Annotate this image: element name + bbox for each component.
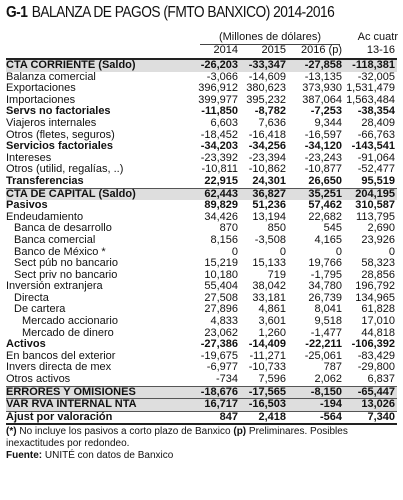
row-value: -13,135 <box>304 71 342 83</box>
row-label: Banca de desarrollo <box>14 223 112 235</box>
row-value: 95,519 <box>361 175 395 187</box>
footnote-text-1: No incluye los pasivos a corto plazo de Banxico <box>16 426 234 438</box>
row-value: 15,133 <box>252 258 286 270</box>
table-header-top <box>6 31 397 44</box>
row-value: 8,041 <box>314 304 342 316</box>
table-row <box>6 281 397 293</box>
row-value: 16,717 <box>196 399 240 412</box>
row-value: -34,203 <box>200 141 238 153</box>
table-header-years <box>6 44 397 57</box>
table-row <box>6 411 397 423</box>
row-value: 4,861 <box>258 304 286 316</box>
row-value: 4,833 <box>210 316 238 328</box>
row-value: -18,452 <box>200 129 238 141</box>
table-row <box>6 153 397 165</box>
row-value: 373,930 <box>302 83 342 95</box>
row-value: 4,165 <box>314 234 342 246</box>
row-value: 310,587 <box>355 200 395 212</box>
table-row <box>6 200 397 212</box>
row-value: 51,236 <box>252 200 286 212</box>
table-row <box>6 374 397 386</box>
footnote-text-2: Preliminares. Posibles inexactitudes por redondeo. <box>6 426 348 450</box>
table-row <box>6 316 397 328</box>
table-row <box>6 351 397 363</box>
row-label: Otros (utilid, regalías, ..) <box>6 164 124 176</box>
row-value: 15,219 <box>204 258 238 270</box>
row-value: 850 <box>267 223 286 235</box>
row-label: Activos <box>6 339 46 351</box>
row-value: -8,150 <box>288 386 344 399</box>
row-label: Banco de México * <box>14 246 106 258</box>
row-value: 55,404 <box>204 281 238 293</box>
row-label: Servicios factoriales <box>6 141 114 153</box>
row-value: 387,064 <box>302 94 342 106</box>
row-label: En bancos del exterior <box>6 350 116 362</box>
row-value: -1,795 <box>310 269 342 281</box>
row-value: -734 <box>215 374 238 386</box>
row-value: -143,541 <box>351 141 395 153</box>
table-row <box>6 176 397 188</box>
row-label: Intereses <box>6 152 52 164</box>
row-value: 34,426 <box>204 211 238 223</box>
row-value: 17,010 <box>361 316 395 328</box>
row-value: -14,609 <box>248 71 286 83</box>
row-value: 395,232 <box>246 94 286 106</box>
row-value: 27,896 <box>204 304 238 316</box>
row-value: 28,856 <box>361 269 395 281</box>
source-text: UNITÉ con datos de Banxico <box>42 450 174 462</box>
row-value: 22,682 <box>308 211 342 223</box>
row-value: -10,811 <box>201 164 238 176</box>
row-value: -1,477 <box>310 327 342 339</box>
row-value: -66,763 <box>357 129 395 141</box>
row-value: -11,271 <box>249 350 286 362</box>
row-value: 3,601 <box>258 316 286 328</box>
row-value: -6,977 <box>206 362 238 374</box>
row-value: -33,347 <box>240 60 288 72</box>
row-value: 24,301 <box>252 175 286 187</box>
row-value: 134,965 <box>355 292 395 304</box>
row-label: Otros activos <box>6 374 71 386</box>
row-value: -16,503 <box>240 399 288 412</box>
row-value: -3,508 <box>254 234 286 246</box>
row-value: 545 <box>323 223 342 235</box>
row-value: 33,181 <box>252 292 286 304</box>
row-value: 26,650 <box>308 175 342 187</box>
row-value: -17,565 <box>240 386 288 399</box>
row-value: -16,418 <box>248 129 286 141</box>
row-value: 2,418 <box>240 411 288 423</box>
table-row <box>6 328 397 340</box>
row-label: Mercado de dinero <box>22 327 114 339</box>
footnote <box>6 426 397 462</box>
row-value: 6,837 <box>367 374 395 386</box>
row-value: 36,827 <box>240 188 288 200</box>
row-value: 61,828 <box>361 304 395 316</box>
row-value: 22,915 <box>204 175 238 187</box>
row-value: -23,392 <box>200 152 238 164</box>
row-value: 23,926 <box>361 234 395 246</box>
table-row <box>6 293 397 305</box>
row-label: CTA CORRIENTE (Saldo) <box>6 60 196 72</box>
table-row <box>6 399 397 412</box>
row-value: 399,977 <box>198 94 238 106</box>
row-value: -27,386 <box>200 339 238 351</box>
row-value: -34,256 <box>248 141 286 153</box>
row-label: CTA DE CAPITAL (Saldo) <box>6 188 196 200</box>
row-value: 19,766 <box>308 258 342 270</box>
balance-table-body <box>6 60 397 423</box>
row-label: Exportaciones <box>6 83 76 95</box>
row-value: -38,354 <box>357 106 395 118</box>
table-row <box>6 130 397 142</box>
row-label: Sect púb no bancario <box>14 258 118 270</box>
row-label: ERRORES Y OMISIONES <box>6 386 196 399</box>
row-value: 2,690 <box>367 223 395 235</box>
row-label: Invers directa de mex <box>6 362 112 374</box>
accumulated-label: Ac cuatr <box>357 31 398 43</box>
row-value: 89,829 <box>204 200 238 212</box>
table-row <box>6 235 397 247</box>
row-value: -14,409 <box>248 339 286 351</box>
row-label: Banca comercial <box>14 234 96 246</box>
row-value: 9,518 <box>314 316 342 328</box>
table-row <box>6 60 397 72</box>
row-label: Directa <box>14 292 49 304</box>
row-value: 44,818 <box>361 327 395 339</box>
row-value: 0 <box>231 246 238 258</box>
row-label: Viajeros internales <box>6 117 97 129</box>
row-value: -25,061 <box>304 350 342 362</box>
year-2014: 2014 <box>213 44 238 56</box>
row-value: -52,477 <box>357 164 395 176</box>
row-value: 396,912 <box>198 83 238 95</box>
row-value: -23,243 <box>304 152 342 164</box>
row-value: 380,623 <box>246 83 286 95</box>
row-label: Pasivos <box>6 200 48 212</box>
row-value: 57,462 <box>308 200 342 212</box>
row-value: 7,340 <box>344 411 397 423</box>
row-value: 113,795 <box>356 211 395 223</box>
source-label: Fuente: <box>6 450 43 462</box>
row-value: -34,120 <box>304 141 342 153</box>
units-label: (Millones de dólares) <box>196 31 344 43</box>
row-value: 26,739 <box>308 292 342 304</box>
row-value: 204,195 <box>344 188 397 200</box>
row-label: Servs no factoriales <box>6 106 111 118</box>
row-label: Mercado accionario <box>22 316 118 328</box>
table-row <box>6 212 397 224</box>
row-value: -7,253 <box>310 106 342 118</box>
row-value: 58,323 <box>361 258 395 270</box>
row-value: -91,064 <box>357 152 395 164</box>
row-value: 34,780 <box>308 281 342 293</box>
row-label: Transferencias <box>6 175 84 187</box>
balance-table <box>6 60 397 423</box>
accumulated-period: 13-16 <box>366 44 395 56</box>
row-label: Importaciones <box>6 94 76 106</box>
row-value: -10,862 <box>248 164 286 176</box>
footer-rule <box>6 423 397 425</box>
row-value: -118,381 <box>344 60 397 72</box>
table-row <box>6 223 397 235</box>
row-label: Inversión extranjera <box>6 281 103 293</box>
row-value: 28,409 <box>361 117 395 129</box>
row-value: -83,429 <box>357 350 395 362</box>
row-value: -3,066 <box>206 71 238 83</box>
row-value: 8,156 <box>210 234 238 246</box>
row-value: 1,260 <box>258 327 286 339</box>
row-value: -8,782 <box>254 106 286 118</box>
table-row <box>6 72 397 84</box>
row-value: 2,062 <box>314 374 342 386</box>
table-row <box>6 83 397 95</box>
row-value: 7,596 <box>258 374 286 386</box>
row-label: VAR RVA INTERNAL NTA <box>6 399 196 412</box>
table-row <box>6 304 397 316</box>
title-code: G-1 <box>6 4 28 21</box>
row-value: 0 <box>388 246 395 258</box>
row-value: 35,251 <box>288 188 344 200</box>
table-row <box>6 141 397 153</box>
row-value: 38,042 <box>252 281 286 293</box>
row-value: 9,344 <box>314 117 342 129</box>
row-value: -23,394 <box>248 152 286 164</box>
row-value: -16,597 <box>304 129 342 141</box>
row-label: Endeudamiento <box>6 211 84 223</box>
row-value: 847 <box>196 411 240 423</box>
row-value: -32,005 <box>357 71 395 83</box>
row-value: -10,877 <box>304 164 342 176</box>
row-value: 23,062 <box>204 327 238 339</box>
title-text: BALANZA DE PAGOS (FMTO BANXICO) 2014-2016 <box>31 4 335 21</box>
row-value: -19,675 <box>200 350 238 362</box>
table-row <box>6 247 397 259</box>
row-value: -106,392 <box>351 339 395 351</box>
row-label: Otros (fletes, seguros) <box>6 129 115 141</box>
table-row <box>6 106 397 118</box>
row-value: -194 <box>288 399 344 412</box>
row-value: 6,603 <box>210 117 238 129</box>
row-value: 1,531,479 <box>346 83 395 95</box>
row-value: -22,211 <box>305 339 342 351</box>
row-value: 196,792 <box>355 281 395 293</box>
row-value: -65,447 <box>344 386 397 399</box>
row-value: 62,443 <box>196 188 240 200</box>
row-value: -27,858 <box>288 60 344 72</box>
table-row <box>6 362 397 374</box>
footnote-prelim-mark: (p) <box>233 426 247 438</box>
table-row <box>6 386 397 399</box>
table-row <box>6 339 397 351</box>
row-value: -26,203 <box>196 60 240 72</box>
row-value: 870 <box>219 223 238 235</box>
row-value: 13,194 <box>252 211 286 223</box>
row-value: 787 <box>323 362 342 374</box>
year-2015: 2015 <box>261 44 286 56</box>
row-value: -18,676 <box>196 386 240 399</box>
row-label: Sect priv no bancario <box>14 269 118 281</box>
row-value: 719 <box>267 269 286 281</box>
row-value: 0 <box>335 246 342 258</box>
row-value: 0 <box>279 246 286 258</box>
row-value: 1,563,484 <box>346 94 395 106</box>
footnote-star: (*) <box>6 426 17 438</box>
table-row <box>6 270 397 282</box>
document-title <box>6 3 342 25</box>
table-row <box>6 188 397 200</box>
year-2016: 2016 (p) <box>301 44 342 56</box>
row-value: -29,800 <box>357 362 395 374</box>
row-value: 10,180 <box>204 269 238 281</box>
row-label: De cartera <box>14 304 66 316</box>
row-value: -564 <box>288 411 344 423</box>
row-value: 7,636 <box>258 117 286 129</box>
row-label: Ajust por valoración <box>6 411 196 423</box>
table-row <box>6 118 397 130</box>
row-value: 13,026 <box>344 399 397 412</box>
table-row <box>6 95 397 107</box>
row-value: 27,508 <box>204 292 238 304</box>
table-row <box>6 258 397 270</box>
row-value: -11,850 <box>201 106 238 118</box>
row-value: -10,733 <box>248 362 286 374</box>
row-label: Balanza comercial <box>6 71 96 83</box>
table-row <box>6 164 397 176</box>
